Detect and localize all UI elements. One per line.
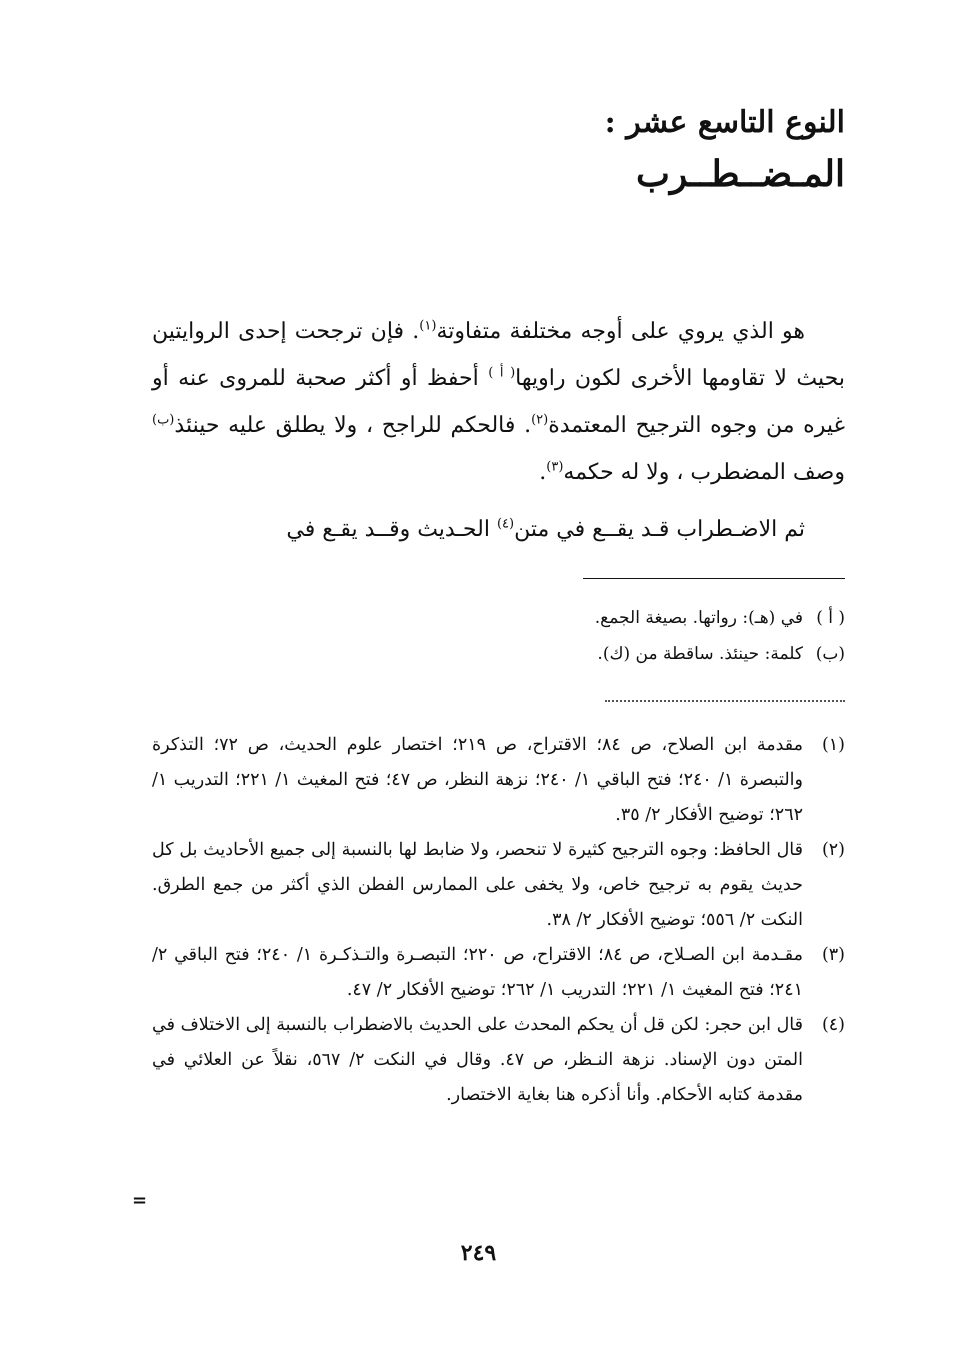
- main-body-text: [152, 308, 845, 553]
- body-text-segment: هو الذي يروي على أوجه مختلفة متفاوتة: [436, 319, 806, 344]
- body-text-segment: وصف المضطرب ، ولا له حكمه: [563, 460, 845, 485]
- footnote-ref-ba: (ب): [152, 412, 175, 428]
- continuation-mark: =: [132, 1190, 148, 1211]
- page-number: ٢٤٩: [460, 1240, 497, 1266]
- footnote-ref-alif: ( أ ): [488, 365, 516, 381]
- body-text-segment: .: [539, 460, 547, 485]
- footnote-text: مقـدمة ابن الصـلاح، ص ٨٤؛ الاقتراح، ص ٢٢٠؛ التبصـرة والتـذكـرة ١/ ٢٤٠؛ فتح الباقي ٢/ ٢٤١؛ فتح المغيث ١/ ٢٢١؛ التدريب ١/ ٢٦٢؛ توضيح الأفكار ٢/ ٤٧.: [152, 945, 803, 1000]
- body-text-segment: الحـديث وقــد يقـع في: [286, 517, 497, 542]
- footnote-text: قال الحافظ: وجوه الترجيح كثيرة لا تنحصر، ولا ضابط لها بالنسبة إلى جميع الأحاديث بل كل حديث يقوم به ترجيح خاص، ولا يخفى على الممارس الفطن الذي أكثر من جمع الطرق. النكت ٢/ ٥٥٦؛ توضيح الأفكار ٢/ ٣٨.: [152, 840, 803, 930]
- body-paragraph-1: [152, 308, 845, 496]
- body-text-segment: . فالحكم للراجح ، ولا يطلق عليه حينئذ: [174, 413, 532, 438]
- footnote-ref-3: (٣): [546, 459, 564, 475]
- numbered-footnotes: [152, 728, 845, 1113]
- footnote-label: (١): [821, 735, 845, 755]
- numbered-footnote: [152, 728, 845, 833]
- footnote-ref-2: (٢): [531, 412, 549, 428]
- footnote-ref-1: (١): [419, 318, 437, 334]
- footnote-label: (٤): [821, 1015, 845, 1035]
- footnote-dotted-separator: [605, 700, 845, 702]
- footnote-label: ( أ ): [816, 608, 845, 628]
- footnote-separator-line: [583, 578, 845, 579]
- body-text-segment: . فإن ترجحت إحدى الروايتين بحيث لا تقاومها الأخرى لكون راويها: [152, 319, 845, 391]
- chapter-heading-line1: النوع التاسع عشر :: [604, 105, 845, 140]
- body-text-segment: ثم الاضـطراب قـد يقــع في متن: [514, 517, 805, 542]
- editor-footnotes: [152, 600, 845, 672]
- footnote-ref-4: (٤): [496, 516, 515, 532]
- body-text-segment: أحفظ أو أكثر صحبة للمروى عنه أو غيره من وجوه الترجيح المعتمدة: [152, 366, 845, 438]
- editor-footnote: [152, 600, 845, 636]
- numbered-footnote: [152, 833, 845, 938]
- footnote-label: (٣): [821, 945, 845, 965]
- body-paragraph-2: [152, 506, 845, 553]
- chapter-heading-title: المـضــطــرب: [635, 153, 845, 195]
- editor-footnote: [152, 636, 845, 672]
- numbered-footnote: [152, 938, 845, 1008]
- footnote-label: (٢): [821, 840, 845, 860]
- footnote-text: في (هـ): رواتها. بصيغة الجمع.: [594, 608, 803, 628]
- footnote-text: قال ابن حجر: لكن قل أن يحكم المحدث على الحديث بالاضطراب بالنسبة إلى الاختلاف في المتن دون الإسناد. نزهة النـظر، ص ٤٧. وقال في النكت ٢/ ٥٦٧، نقلاً عن العلائي في مقدمة كتابه الأحكام. وأنا أذكره هنا بغاية الاختصار.: [152, 1015, 803, 1105]
- footnote-label: (ب): [815, 644, 845, 664]
- footnote-text: كلمة: حينئذ. ساقطة من (ك).: [597, 644, 803, 664]
- numbered-footnote: [152, 1008, 845, 1113]
- chapter-heading: [605, 100, 845, 202]
- footnote-text: مقدمة ابن الصلاح، ص ٨٤؛ الاقتراح، ص ٢١٩؛ اختصار علوم الحديث، ص ٧٢؛ التذكرة والتبصرة ١/ ٢٤٠؛ فتح الباقي ١/ ٢٤٠؛ نزهة النظر، ص ٤٧؛ فتح المغيث ١/ ٢٢١؛ التدريب ١/ ٢٦٢؛ توضيح الأفكار ٢/ ٣٥.: [152, 735, 804, 825]
